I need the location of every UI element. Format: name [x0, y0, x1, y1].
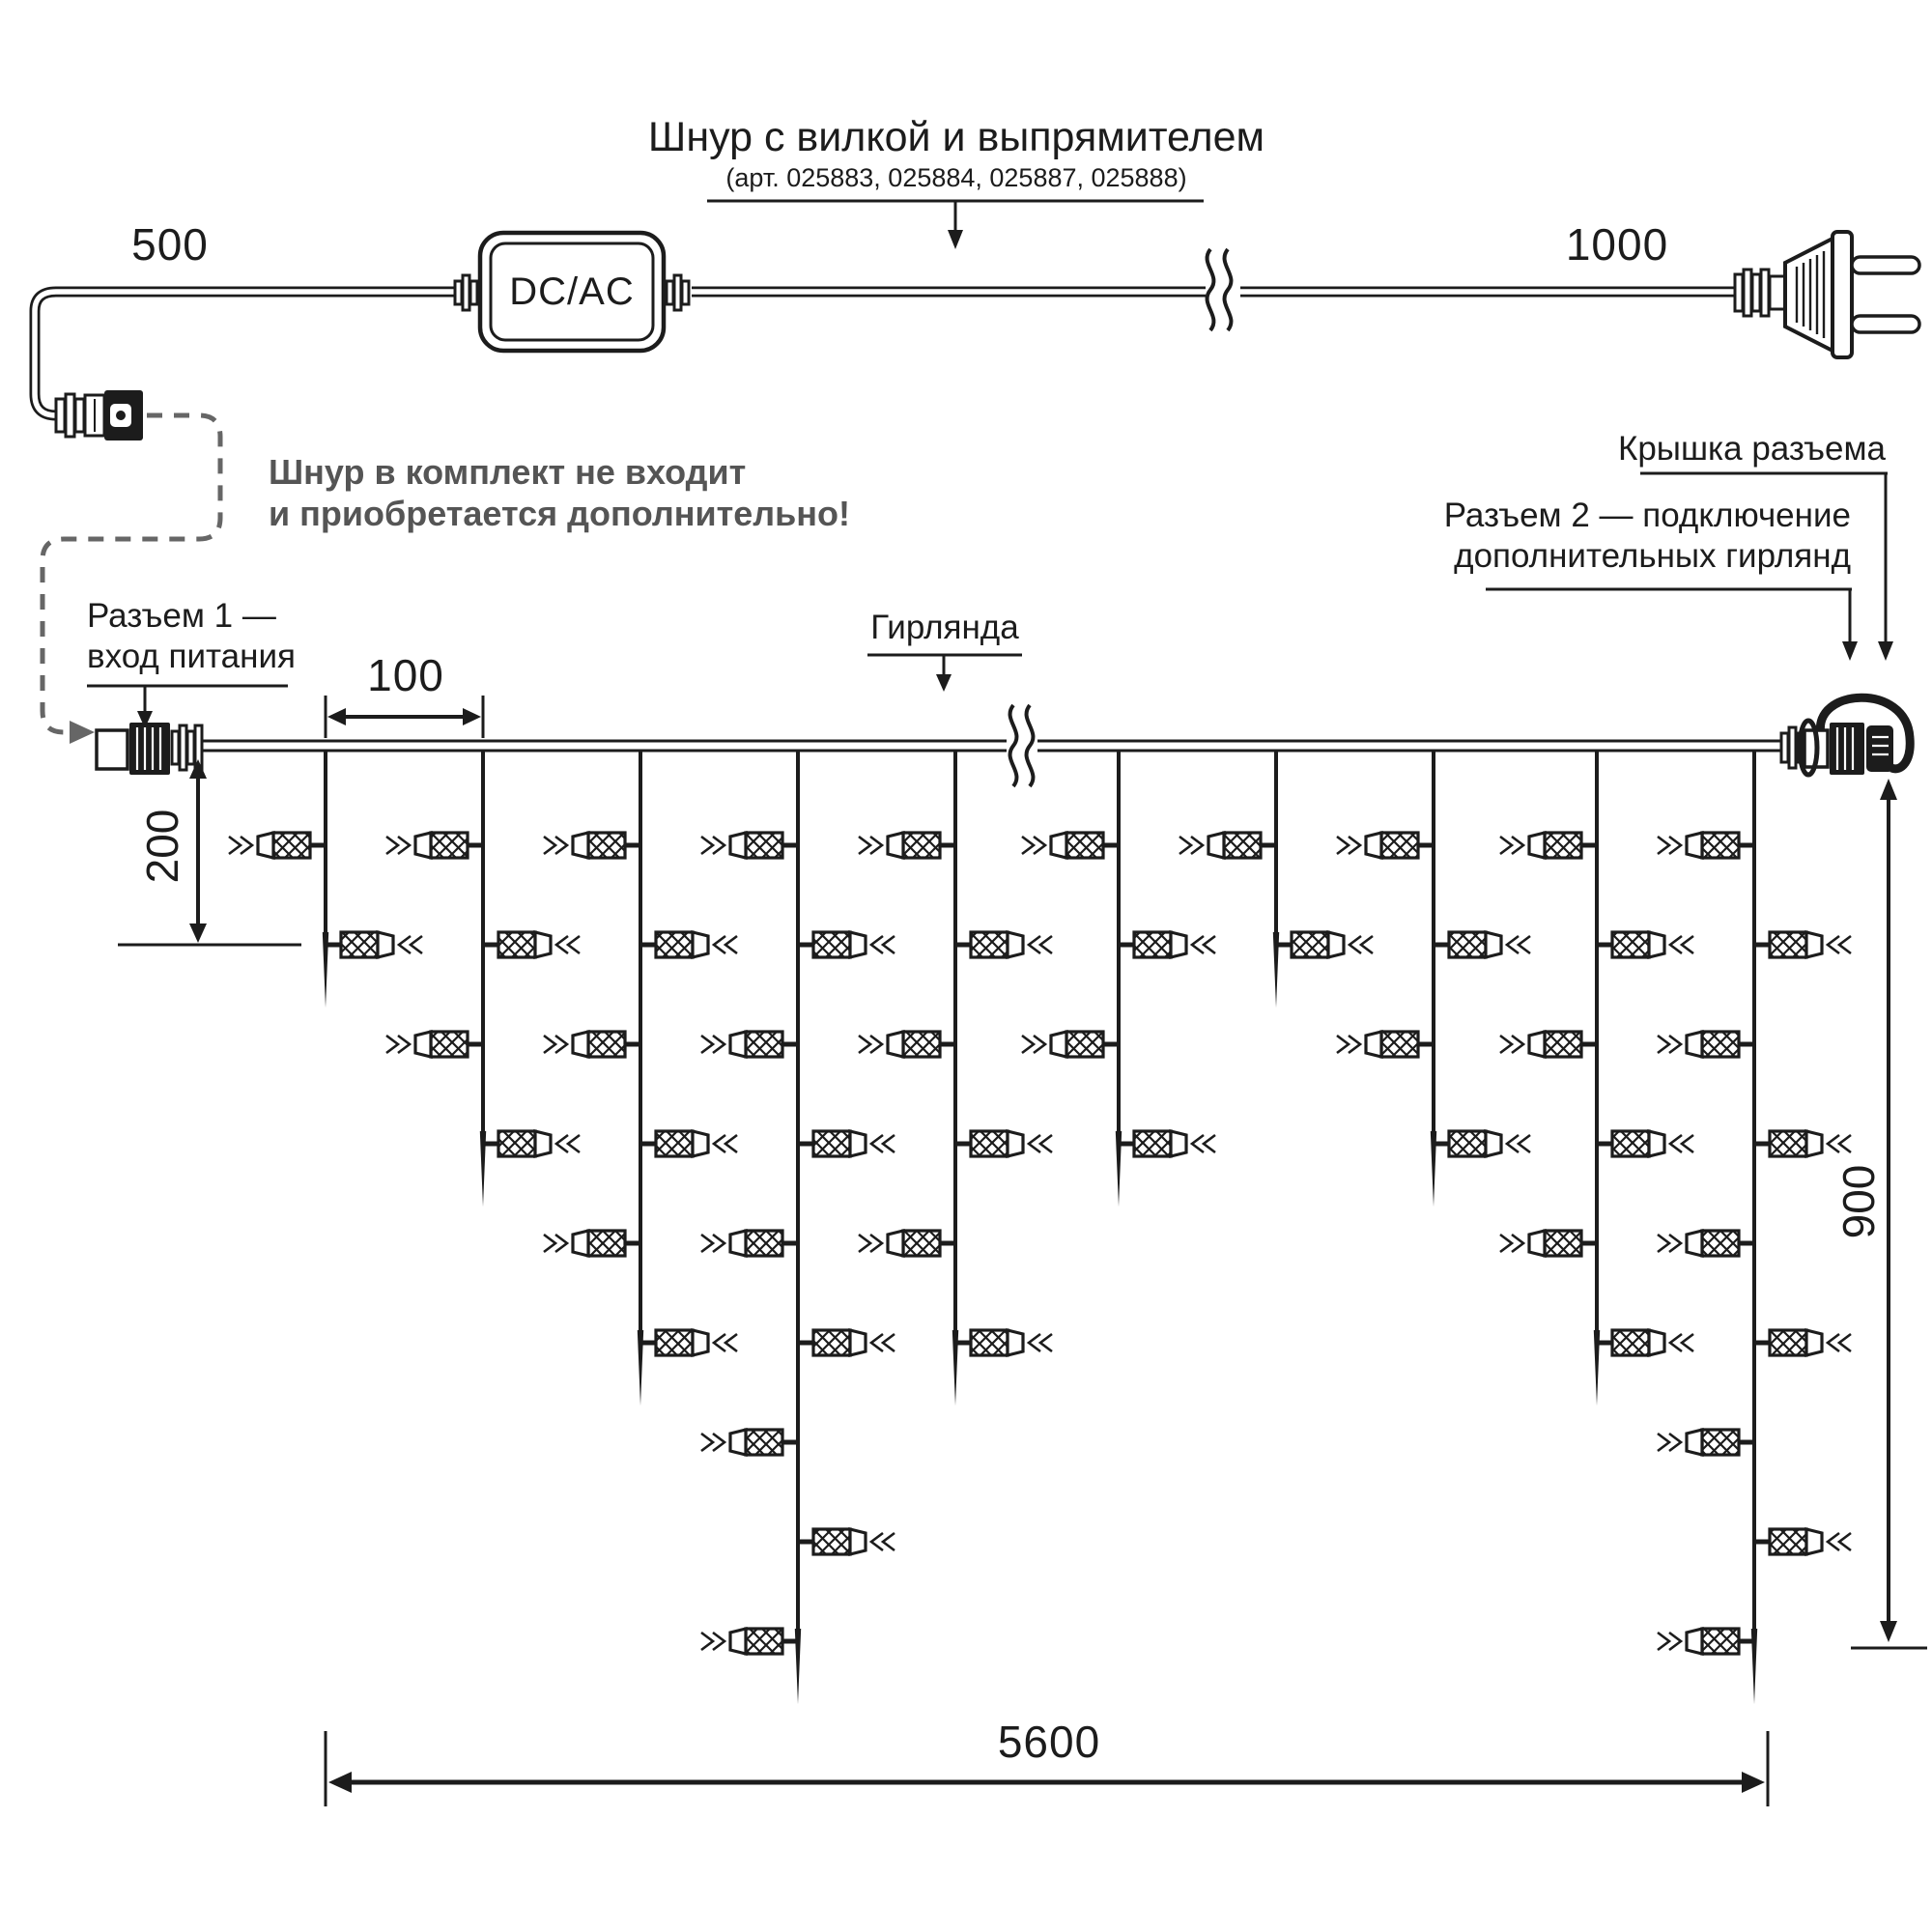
- led-bulb-icon: [229, 833, 326, 858]
- led-bulb-icon: [1119, 932, 1215, 957]
- cord-article-numbers: (арт. 025883, 025884, 025887, 025888): [725, 163, 1187, 192]
- light-chevron-icon: [1040, 1135, 1052, 1152]
- led-bulb-icon: [859, 1231, 955, 1256]
- power-cord-connector-icon: [56, 390, 143, 440]
- icicle-drop: [1179, 751, 1373, 1008]
- led-bulb-icon: [798, 1529, 895, 1554]
- garland-leader-arrow: [867, 655, 1022, 692]
- light-chevron-icon: [1204, 1135, 1215, 1152]
- light-chevron-icon: [1022, 837, 1034, 854]
- icicle-drop: [1658, 751, 1851, 1704]
- led-bulb-icon: [1434, 1131, 1530, 1156]
- light-chevron-icon: [1682, 936, 1693, 953]
- led-bulb-icon: [701, 833, 798, 858]
- note-line1: Шнур в комплект не входит: [269, 452, 747, 492]
- led-bulb-icon: [1658, 1430, 1754, 1455]
- led-bulb-icon: [955, 932, 1052, 957]
- led-bulb-icon: [1119, 1131, 1215, 1156]
- led-bulb-icon: [798, 1131, 895, 1156]
- light-chevron-icon: [1500, 837, 1512, 854]
- icicle-drop: [1022, 751, 1215, 1207]
- icicle-drop: [1337, 751, 1530, 1207]
- dim-label-500: 500: [131, 219, 209, 270]
- led-bulb-icon: [1022, 833, 1119, 858]
- connector1-label-line2: вход питания: [87, 638, 296, 675]
- cord-title: Шнур с вилкой и выпрямителем: [647, 114, 1265, 160]
- light-chevron-icon: [544, 1036, 555, 1053]
- icicle-drop: [386, 751, 580, 1207]
- led-bulb-icon: [483, 932, 580, 957]
- mains-plug-icon: [1735, 232, 1919, 357]
- light-chevron-icon: [1658, 1036, 1669, 1053]
- led-bulb-icon: [798, 932, 895, 957]
- light-chevron-icon: [1040, 936, 1052, 953]
- dim-label-100: 100: [367, 650, 444, 700]
- light-chevron-icon: [544, 837, 555, 854]
- led-bulb-icon: [1434, 932, 1530, 957]
- light-chevron-icon: [386, 837, 398, 854]
- light-chevron-icon: [1179, 837, 1191, 854]
- cord-break-icon: [1225, 249, 1232, 330]
- led-bulb-icon: [1658, 833, 1754, 858]
- light-chevron-icon: [1519, 1135, 1530, 1152]
- led-bulb-icon: [1500, 1032, 1597, 1057]
- led-bulb-icon: [1597, 1131, 1693, 1156]
- led-bulb-icon: [544, 833, 640, 858]
- light-chevron-icon: [1658, 1235, 1669, 1252]
- icicle-drop: [229, 751, 422, 1008]
- dimension-100: [326, 696, 483, 738]
- led-bulb-icon: [1754, 932, 1851, 957]
- gray-arrow-icon: [70, 721, 95, 744]
- light-chevron-icon: [1839, 1334, 1851, 1351]
- light-chevron-icon: [1204, 936, 1215, 953]
- light-chevron-icon: [883, 1135, 895, 1152]
- led-bulb-icon: [1754, 1330, 1851, 1355]
- led-bulb-icon: [386, 833, 483, 858]
- light-chevron-icon: [229, 837, 241, 854]
- light-chevron-icon: [725, 1334, 737, 1351]
- light-chevron-icon: [1658, 1633, 1669, 1650]
- adapter-label: DC/AC: [509, 270, 635, 313]
- connector2-label-line2: дополнительных гирлянд: [1454, 537, 1851, 575]
- light-chevron-icon: [701, 1434, 713, 1451]
- light-chevron-icon: [386, 1036, 398, 1053]
- garland-drops: [229, 751, 1851, 1704]
- led-bulb-icon: [859, 1032, 955, 1057]
- light-chevron-icon: [701, 1036, 713, 1053]
- light-chevron-icon: [544, 1235, 555, 1252]
- light-chevron-icon: [1500, 1036, 1512, 1053]
- icicle-drop: [701, 751, 895, 1704]
- icicle-drop: [859, 751, 1052, 1406]
- light-chevron-icon: [568, 936, 580, 953]
- led-bulb-icon: [1337, 833, 1434, 858]
- led-bulb-icon: [701, 1430, 798, 1455]
- led-bulb-icon: [701, 1231, 798, 1256]
- light-chevron-icon: [1839, 936, 1851, 953]
- dim-label-900: 900: [1833, 1164, 1884, 1239]
- light-chevron-icon: [859, 1036, 870, 1053]
- led-bulb-icon: [701, 1629, 798, 1654]
- cap-label: Крышка разъема: [1617, 430, 1886, 468]
- connector2-with-cap-icon: [1781, 697, 1910, 775]
- led-bulb-icon: [1500, 1231, 1597, 1256]
- led-bulb-icon: [1597, 932, 1693, 957]
- light-chevron-icon: [883, 1334, 895, 1351]
- light-chevron-icon: [701, 1235, 713, 1252]
- led-bulb-icon: [1022, 1032, 1119, 1057]
- led-bulb-icon: [544, 1032, 640, 1057]
- light-chevron-icon: [1839, 1533, 1851, 1550]
- led-bulb-icon: [483, 1131, 580, 1156]
- light-chevron-icon: [568, 1135, 580, 1152]
- led-bulb-icon: [1658, 1629, 1754, 1654]
- led-bulb-icon: [955, 1131, 1052, 1156]
- light-chevron-icon: [701, 837, 713, 854]
- light-chevron-icon: [883, 1533, 895, 1550]
- light-chevron-icon: [1361, 936, 1373, 953]
- light-chevron-icon: [1682, 1334, 1693, 1351]
- connector2-leader-arrow: [1486, 589, 1858, 661]
- light-chevron-icon: [1337, 1036, 1349, 1053]
- note-line2: и приобретается дополнительно!: [269, 494, 850, 533]
- led-bulb-icon: [1500, 833, 1597, 858]
- light-chevron-icon: [701, 1633, 713, 1650]
- led-bulb-icon: [386, 1032, 483, 1057]
- not-included-dashed-path: [43, 415, 220, 744]
- light-chevron-icon: [725, 936, 737, 953]
- led-bulb-icon: [1276, 932, 1373, 957]
- led-bulb-icon: [955, 1330, 1052, 1355]
- light-chevron-icon: [1040, 1334, 1052, 1351]
- light-chevron-icon: [1658, 837, 1669, 854]
- garland-label: Гирлянда: [870, 609, 1019, 646]
- light-chevron-icon: [859, 837, 870, 854]
- dim-label-200: 200: [137, 809, 187, 884]
- light-chevron-icon: [883, 936, 895, 953]
- title-leader-arrow: [707, 201, 1204, 249]
- dim-label-5600: 5600: [997, 1717, 1101, 1767]
- light-chevron-icon: [1022, 1036, 1034, 1053]
- led-bulb-icon: [640, 932, 737, 957]
- led-bulb-icon: [326, 932, 422, 957]
- light-chevron-icon: [1337, 837, 1349, 854]
- connector1-leader-arrow: [87, 686, 288, 728]
- led-bulb-icon: [859, 833, 955, 858]
- led-bulb-icon: [640, 1330, 737, 1355]
- led-bulb-icon: [1179, 833, 1276, 858]
- light-chevron-icon: [859, 1235, 870, 1252]
- light-chevron-icon: [411, 936, 422, 953]
- dim-label-1000: 1000: [1565, 219, 1669, 270]
- led-bulb-icon: [544, 1231, 640, 1256]
- led-bulb-icon: [798, 1330, 895, 1355]
- led-bulb-icon: [640, 1131, 737, 1156]
- connector1-label-line1: Разъем 1 —: [87, 597, 276, 635]
- connector2-label-line1: Разъем 2 — подключение: [1443, 497, 1851, 534]
- cord-break-icon: [1208, 249, 1214, 330]
- light-chevron-icon: [1500, 1235, 1512, 1252]
- wire-break-icon: [1010, 705, 1017, 786]
- led-bulb-icon: [1754, 1529, 1851, 1554]
- light-chevron-icon: [725, 1135, 737, 1152]
- power-input-connector-icon: [97, 723, 202, 775]
- led-bulb-icon: [1597, 1330, 1693, 1355]
- led-bulb-icon: [1658, 1231, 1754, 1256]
- led-bulb-icon: [701, 1032, 798, 1057]
- wire-break-icon: [1027, 705, 1034, 786]
- led-bulb-icon: [1658, 1032, 1754, 1057]
- led-bulb-icon: [1337, 1032, 1434, 1057]
- light-chevron-icon: [1658, 1434, 1669, 1451]
- light-chevron-icon: [1682, 1135, 1693, 1152]
- light-chevron-icon: [1519, 936, 1530, 953]
